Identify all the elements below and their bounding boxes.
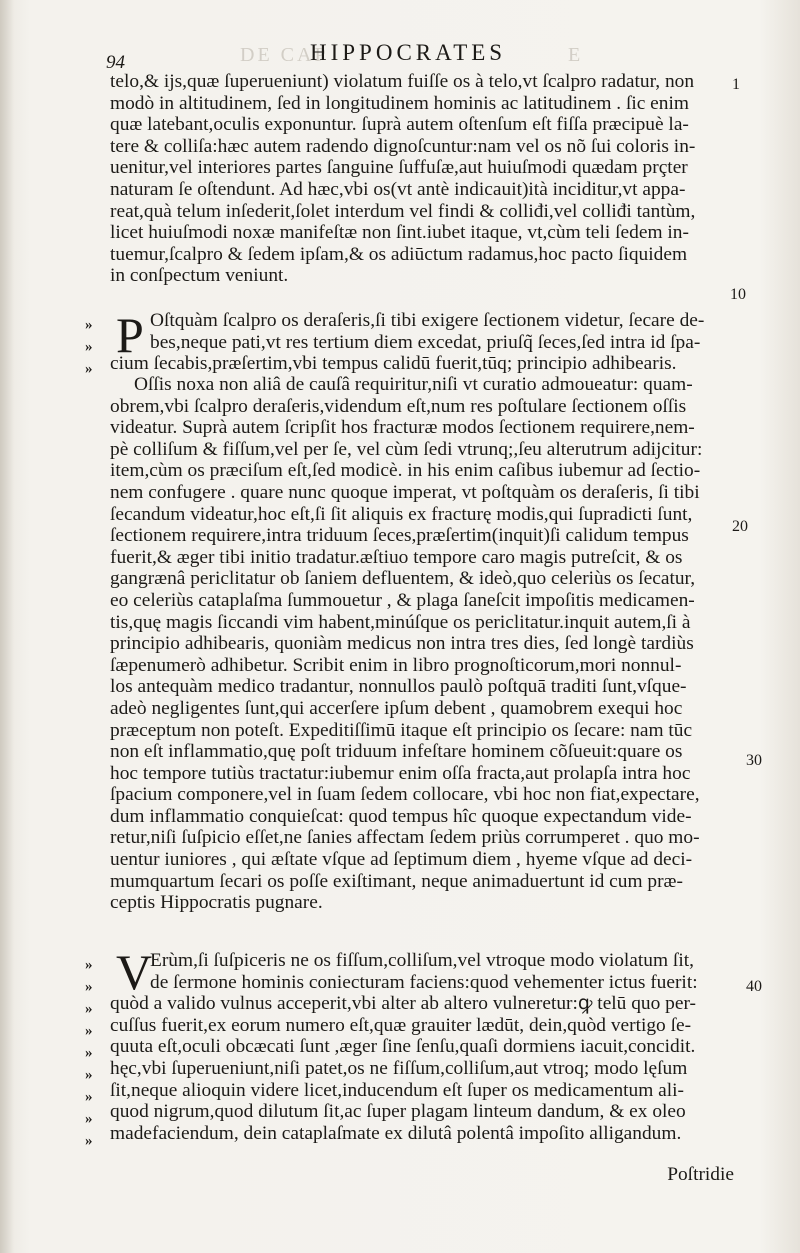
text-line: tere & colliſa:hæc autem radendo dignoſcuntur:nam vel os nõ ſui coloris in- [110, 135, 696, 157]
text-line: ſecandum videatur,hoc eſt,ſi ſit aliquis ex fracturę modis,qui ſupradicti ſunt, [110, 503, 693, 525]
text-line: quæ latebant,oculis exponuntur. ſuprà autem oſtenſum eſt fiſſa præcipuè la- [110, 114, 689, 136]
line-number-30: 30 [746, 752, 762, 769]
catchword: Poſtridie [667, 1164, 734, 1185]
text-line: præceptum non poteſt. Expeditiſſimū itaque eſt principio os ſecare: nam tūc [110, 719, 693, 741]
quotation-marker: » [85, 339, 93, 355]
text-line: quuta eſt,oculi obcæcati ſunt ,æger ſine ſenſu,quaſi dormiens iacuit,concidit. [110, 1036, 696, 1058]
text-line: ſpacium componere,vel in ſuam ſedem collocare, vbi hoc non fiat,expectare, [110, 784, 700, 806]
text-line: tuemur,ſcalpro & ſedem ipſam,& os adiūctum radamus,hoc pacto ſiquidem [110, 243, 688, 265]
text-line: fuerit,& æger tibi initio tradatur.æſtiuo tempore caro magis putreſcit, & os [110, 546, 683, 568]
quotation-marker: » [85, 1089, 93, 1105]
quotation-marker: » [85, 957, 93, 973]
text-line: dum inflammatio conquieſcat: quod tempus hîc quoque expectandum vide- [110, 805, 692, 827]
text-line: bes,neque pati,vt res tertium diem excedat, priuſq̃ ſeces,ſed intra id ſpa- [150, 331, 701, 353]
text-line: pè colliſum & fiſſum,vel per ſe, vel cùm ſedi vtrunq;,ſeu alterutrum adijcitur: [110, 438, 703, 460]
paragraph-continuation [110, 71, 740, 287]
quotation-marker: » [85, 1133, 93, 1149]
text-line: hęc,vbi ſuperueniunt,niſi patet,os ne fiſſum,colliſum,aut vtroq; modo lęſum [110, 1057, 688, 1079]
text-line: principio adhibearis, quoniàm medicus non intra tres dies, ſed longè tardiùs [110, 633, 694, 655]
text-line: hoc tempore tutiùs tractatur:iubemur enim oſſa fracta,aut prolapſa intra hoc [110, 762, 691, 784]
commentary-paragraph [110, 374, 740, 914]
text-line: ſit,neque alioquin videre licet,inducendum eſt ſuper os medicamentum ali- [110, 1079, 685, 1101]
text-line: gangrænâ periclitatur ob ſaniem defluentem, & ideò,quo celeriùs os ſecatur, [110, 568, 696, 590]
text-line: retur,niſi ſuſpicio eſſet,ne ſanies affectam ſedem priùs corrumperet . quo mo- [110, 827, 700, 849]
text-line: cuſſus fuerit,ex eorum numero eſt,quæ grauiter lædūt, dein,quòd vertigo ſe- [110, 1014, 692, 1036]
quotation-marker: » [85, 979, 93, 995]
gutter-shadow [0, 0, 14, 1253]
text-line: Oſtquàm ſcalpro os deraſeris,ſi tibi exigere ſectionem videtur, ſecare de- [150, 310, 705, 331]
text-line: item,cùm os præciſum eſt,ſed modicè. in his enim caſibus iubemur ad ſectio- [110, 460, 701, 482]
text-line: non eſt inflammatio,quę poſt triduum infeſtare hominem cõſueuit:quare os [110, 741, 683, 763]
text-line: Oſſis noxa non aliâ de cauſâ requiritur,niſi vt curatio admoueatur: quam- [134, 374, 693, 395]
text-line: tis,quę magis ſiccandi vim habent,minúſque os periclitatur.inquit autem,ſi à [110, 611, 691, 633]
text-line: mumquartum ſecari os poſſe exiſtimant, neque animaduertunt id cum præ- [110, 870, 683, 892]
line-number-20: 20 [732, 518, 748, 535]
text-line: videatur. Suprà autem ſcripſit hos fracturæ modos ſectionem requirere,nem- [110, 417, 695, 439]
bleed-through-right: E [568, 44, 584, 66]
bleed-through-left: DE CAP [240, 44, 329, 66]
text-line: uentur iuniores , qui æſtate vſque ad ſeptimum diem , hyeme vſque ad deci- [110, 849, 693, 871]
text-line: telo,& ijs,quæ ſuperueniunt) violatum fuiſſe os à telo,vt ſcalpro radatur, non [110, 71, 695, 92]
quotation-marker: » [85, 1023, 93, 1039]
running-head: HIPPOCRATES [310, 40, 507, 65]
text-line: obrem,vbi ſcalpro deraſeris,videndum eſt,num res poſtulare ſectionem oſſis [110, 395, 687, 417]
line-number-1: 1 [732, 76, 740, 93]
text-line: madefaciendum, dein cataplaſmate ex dilutâ polentâ impoſito alligandum. [110, 1122, 682, 1144]
text-line: los antequàm medico tradantur, nonnullos paulò poſtquā traditi ſunt,vſque- [110, 676, 687, 698]
page-number: 94 [106, 52, 125, 73]
drop-cap: P [116, 307, 144, 363]
text-line: cium ſecabis,præſertim,vbi tempus calidū fuerit,tūq; principio adhibearis. [110, 353, 677, 375]
text-line: naturam ſe oſtendunt. Ad hæc,vbi os(vt antè indicauit)ità inciditur,vt appa- [110, 178, 686, 200]
quotation-marker: » [85, 1001, 93, 1017]
text-line: eo celeriùs cataplaſma ſummouetur , & plaga ſaneſcit impoſitis medicamen- [110, 589, 695, 611]
text-line: ſectionem requirere,intra triduum ſeces,præſertim(inquit)ſi calidum tempus [110, 525, 689, 547]
hippocrates-quotation [110, 944, 740, 1144]
text-line: licet huiuſmodi noxæ manifeſtæ non ſint.iubet itaque, vt,cùm teli ſedem in- [110, 222, 689, 244]
text-line: nem confugere . quare nunc quoque imperat, vt poſtquàm os deraſeris, ſi tibi [110, 481, 700, 503]
line-number-40: 40 [746, 978, 762, 995]
line-number-10: 10 [730, 286, 746, 303]
text-line: ceptis Hippocratis pugnare. [110, 892, 323, 914]
quotation-marker: » [85, 317, 93, 333]
hippocrates-quotation [110, 307, 740, 375]
text-line: uenitur,vel interiores partes ſanguine ſuffuſæ,aut huiuſmodi quædam prçter [110, 157, 688, 179]
text-line: de ſermone hominis coniecturam faciens:quod vehementer ictus fuerit: [150, 971, 698, 993]
text-line: modò in altitudinem, ſed in longitudinem hominis ac latitudinem . ſic enim [110, 92, 689, 114]
quotation-marker: » [85, 361, 93, 377]
text-line: quòd a valido vulnus acceperit,vbi alter ab altero vulneretur:ꝙ telū quo per- [110, 993, 696, 1015]
text-line: ſæpenumerò adhibetur. Scribit enim in libro prognoſticorum,mori nonnul- [110, 654, 682, 676]
text-line: quod nigrum,quod dilutum ſit,ac ſuper plagam linteum dandum, & ex oleo [110, 1101, 686, 1123]
text-line: adeò negligentes ſunt,qui accerſere ipſum debent , quamobrem exequi hoc [110, 697, 683, 719]
text-line: Erùm,ſi ſuſpiceris ne os fiſſum,colliſum,vel vtroque modo violatum ſit, [150, 950, 694, 971]
quotation-marker: » [85, 1067, 93, 1083]
drop-cap: V [116, 944, 153, 1000]
quotation-marker: » [85, 1111, 93, 1127]
text-line: in conſpectum veniunt. [110, 265, 289, 287]
quotation-marker: » [85, 1045, 93, 1061]
text-line: reat,quà telum inſederit,ſolet interdum vel findi & colliđi,vel colliđi tantùm, [110, 200, 696, 222]
